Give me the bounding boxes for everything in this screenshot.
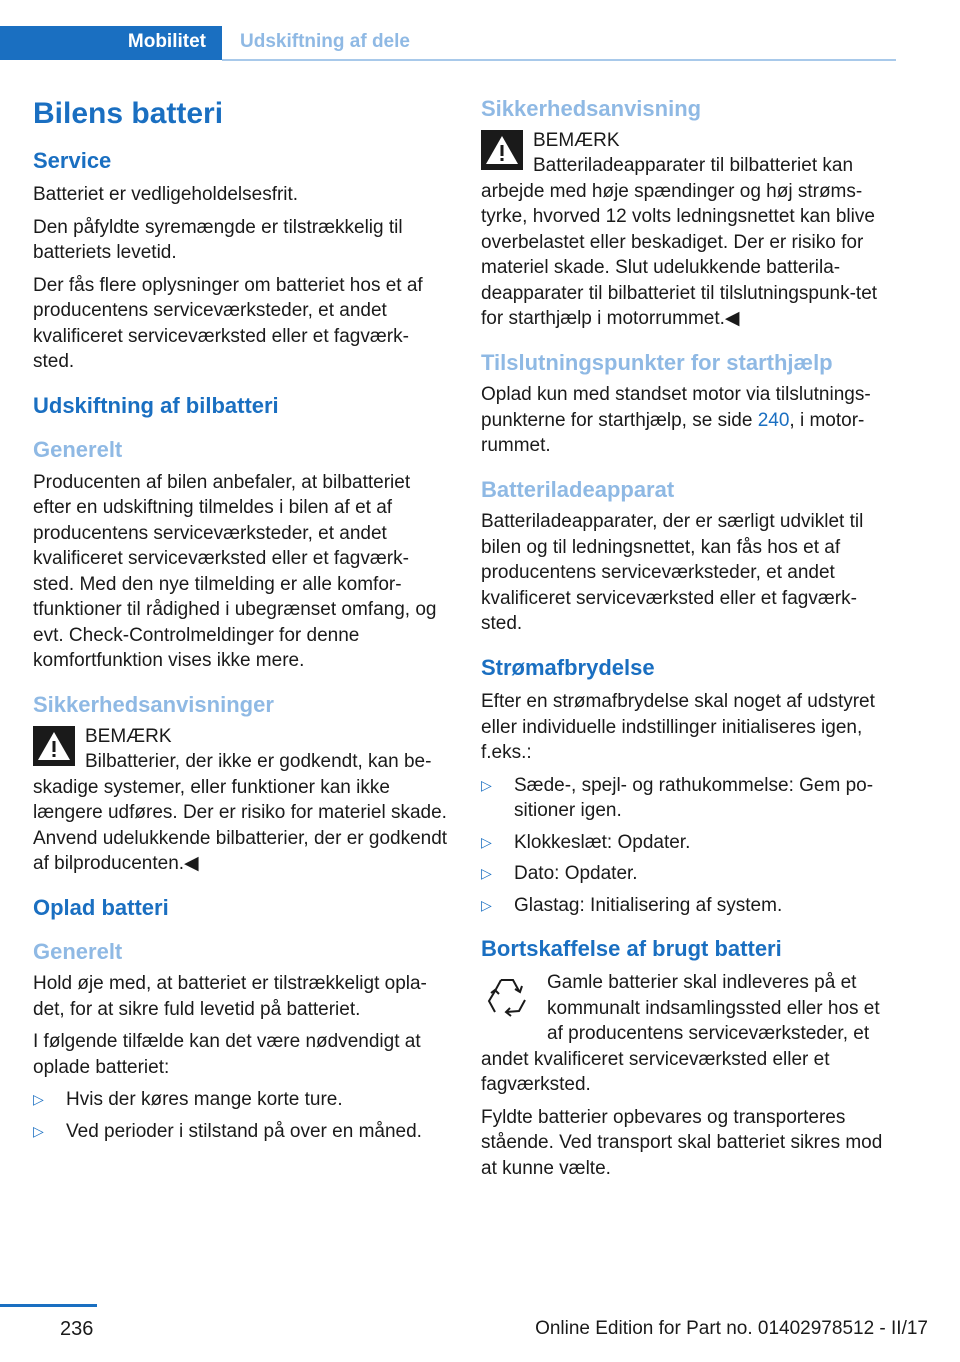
bullet-icon: ▷ [481,833,492,850]
disposal-note [481,970,897,1098]
bullet-icon: ▷ [481,776,492,793]
service-paragraph-2: Den påfyldte syremængde er tilstrækkelig til batteriets levetid. [33,216,403,264]
service-paragraph-1: Batteriet er vedligeholdelsesfrit. [33,184,299,206]
recycle-icon [481,972,533,1024]
warning-triangle-icon [33,726,75,766]
bullet-icon: ▷ [33,1122,44,1139]
heading-jump-start: Tilslutningspunkter for starthjælp [481,349,833,375]
heading-charge-general: Generelt [33,938,123,964]
bullet-icon: ▷ [481,865,492,882]
warning-text: Batteriladeapparater til bilbatteriet kan arbejde med høje spændinger og høj strøms‐tyrke, hvorved 12 volts ledningsnettet kan blive overbelastet eller beskadiget. Der er risiko for materiel skade. Slut udelukkende batterila‐deapparater til bilbatteriet til tilslutningspunk‐tet for starthjælp i motorrummet.◀ [481,155,878,330]
charger-paragraph: Batteriladeapparater, der er særligt udviklet til bilen og til ledningsnettet, kan fås hos et af producentens serviceværksteder, et andet kvalificeret serviceværksted eller et fagværk‐sted. [481,511,864,635]
list-item: ▷ Hvis der køres mange korte ture. [33,1087,449,1113]
bullet-icon: ▷ [33,1091,44,1108]
edition-note: Online Edition for Part no. 01402978512 - II/17 [535,1318,928,1339]
heading-power-outage: Strømafbrydelse [481,654,655,680]
heading-general: Generelt [33,437,123,463]
heading-safety-right: Sikkerhedsanvisning [481,96,702,121]
general-paragraph: Producenten af bilen anbefaler, at bilbatteriet efter en udskiftning tilmeldes i bilen af et af producentens serviceværksteder, et andet kvalificeret serviceværksted eller et fagværk‐sted. Med den nye tilmelding er alle komfor‐tfunktioner til rådighed i ubegrænset omfang, og evt. Check-Controlmeldinger for denne komfortfunktion vises ikke mere. [33,471,437,672]
warning-title: BEMÆRK [85,726,172,748]
footer-rule [0,1304,97,1307]
heading-safety: Sikkerhedsanvisninger [33,691,274,717]
warning-text: Bilbatterier, der ikke er godkendt, kan be‐skadige systemer, eller funktioner kan ikke længere udføres. Der er risiko for materiel skade. Anvend udelukkende bilbatterier, der er godkendt af bilproducenten.◀ [33,751,448,875]
left-column [33,96,449,1152]
bullet-icon: ▷ [481,896,492,913]
page-title: Bilens batteri [33,97,224,130]
list-item: ▷ Dato: Opdater. [481,861,897,887]
service-paragraph-3: Der fås flere oplysninger om batteriet hos et af producentens serviceværksteder, et andet kvalificeret serviceværksted eller et fagværk‐sted. [33,274,423,373]
heading-charge-battery: Oplad batteri [33,894,169,920]
heading-service: Service [33,148,112,173]
right-column [481,96,897,1188]
warning-box [33,724,449,877]
tab-udskiftning-af-dele[interactable]: Udskiftning af dele [240,31,410,52]
charge-paragraph-1: Hold øje med, at batteriet er tilstrækkeligt opla‐det, for at sikre fuld levetid på batteriet. [33,973,427,1020]
warning-triangle-icon [481,130,523,170]
disposal-paragraph-2: Fyldte batterier opbevares og transporteres stående. Ved transport skal batteriet sikres mod at kunne vælte. [481,1106,883,1179]
page-number: 236 [60,1318,94,1340]
heading-charger: Batteriladeapparat [481,476,675,502]
charge-list [33,1087,449,1144]
warning-box [481,128,897,332]
page-link[interactable]: 240 [757,409,790,431]
list-item: ▷ Klokkeslæt: Opdater. [481,830,897,856]
tab-mobilitet[interactable]: Mobilitet [0,26,222,60]
list-item: ▷ Ved perioder i stilstand på over en måned. [33,1119,449,1145]
page-header [0,0,960,62]
jump-paragraph: Oplad kun med standset motor via tilslutnings‐punkterne for starthjælp, se side 240, i motor‐rummet. [481,384,871,457]
list-item: ▷ Sæde-, spejl- og rathukommelse: Gem po‐sitioner igen. [481,774,874,822]
disposal-paragraph-1: Gamle batterier skal indleveres på et kommunalt indsamlingssted eller hos et af producentens serviceværksteder, et andet kvalificeret serviceværksted eller et fagværksted. [481,972,880,1096]
charge-paragraph-2: I følgende tilfælde kan det være nødvendigt at oplade batteriet: [33,1031,421,1078]
heading-disposal: Bortskaffelse af brugt batteri [481,936,782,962]
power-list [481,773,897,919]
power-paragraph: Efter en strømafbrydelse skal noget af udstyret eller individuelle indstillinger initialiseres igen, f.eks.: [481,691,875,764]
list-item: ▷ Glastag: Initialisering af system. [481,893,897,919]
warning-title: BEMÆRK [533,130,620,152]
heading-replace-battery: Udskiftning af bilbatteri [33,392,279,418]
header-rule [222,59,896,61]
